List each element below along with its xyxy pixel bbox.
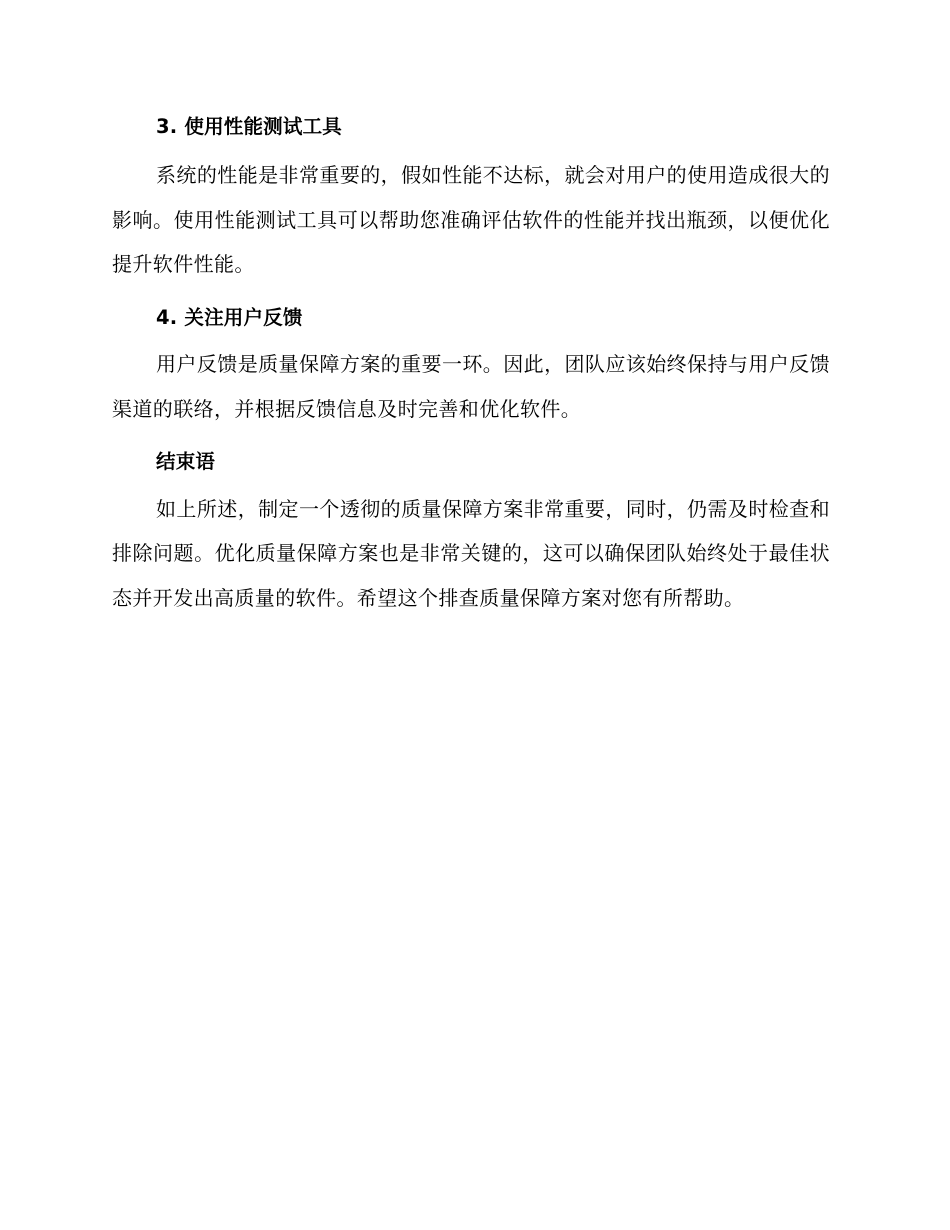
section-paragraph: 系统的性能是非常重要的，假如性能不达标，就会对用户的使用造成很大的影响。使用性能测试工具可以帮助您准确评估软件的性能并找出瓶颈，以便优化提升软件性能。 — [112, 163, 830, 277]
section-conclusion — [112, 449, 830, 620]
section-user-feedback — [112, 305, 830, 431]
section-heading: 3. 使用性能测试工具 — [156, 115, 342, 138]
section-paragraph: 用户反馈是质量保障方案的重要一环。因此，团队应该始终保持与用户反馈渠道的联络，并根据反馈信息及时完善和优化软件。 — [112, 352, 830, 421]
section-heading: 结束语 — [156, 450, 216, 474]
section-paragraph: 如上所述，制定一个透彻的质量保障方案非常重要，同时，仍需及时检查和排除问题。优化质量保障方案也是非常关键的，这可以确保团队始终处于最佳状态并开发出高质量的软件。希望这个排查质量保障方案对您有所帮助。 — [112, 496, 830, 610]
section-heading: 4. 关注用户反馈 — [156, 305, 303, 329]
section-performance-testing — [112, 114, 830, 287]
